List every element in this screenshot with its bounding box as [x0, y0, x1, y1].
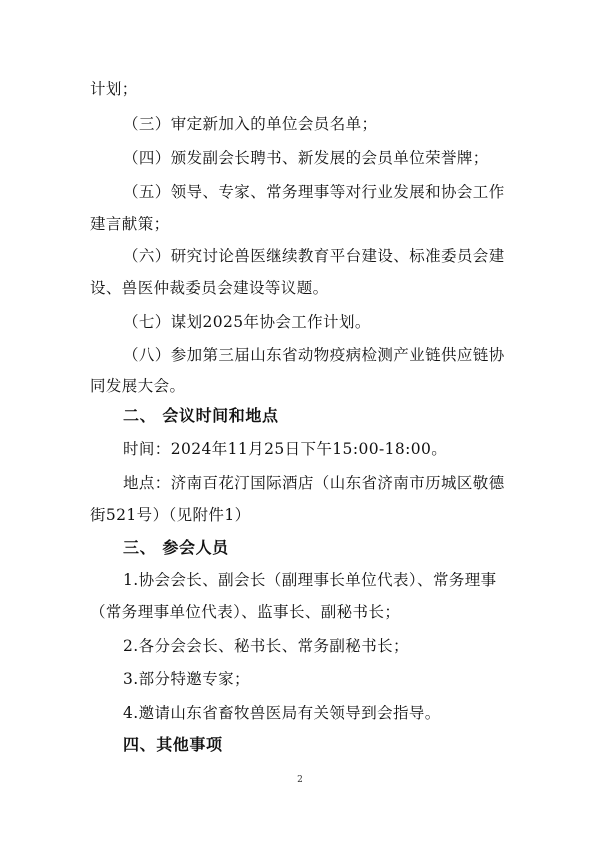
- text-line-plan-continuation: 计划；: [90, 80, 138, 98]
- page-number: 2: [297, 775, 303, 785]
- section-heading-time-location: 二、 会议时间和地点: [123, 406, 279, 425]
- agenda-item-8: （八）参加第三届山东省动物疫病检测产业链供应链协: [123, 346, 505, 364]
- attendee-item-2: 2.各分会会长、秘书长、常务副秘书长；: [123, 637, 409, 655]
- agenda-item-6: （六）研究讨论兽医继续教育平台建设、标准委员会建: [123, 247, 505, 265]
- section-heading-attendees: 三、 参会人员: [123, 538, 229, 557]
- meeting-time: 时间：2024年11月25日下午15:00-18:00。: [123, 440, 448, 458]
- meeting-location-continuation: 街521号）（见附件1）: [90, 506, 251, 524]
- attendee-item-4: 4.邀请山东省畜牧兽医局有关领导到会指导。: [123, 704, 441, 722]
- meeting-location: 地点：济南百花汀国际酒店（山东省济南市历城区敬德: [123, 474, 505, 492]
- agenda-item-6-continuation: 设、兽医仲裁委员会建设等议题。: [90, 279, 329, 297]
- agenda-item-7: （七）谋划2025年协会工作计划。: [123, 313, 371, 331]
- agenda-item-5-continuation: 建言献策；: [90, 215, 170, 233]
- attendee-item-3: 3.部分特邀专家；: [123, 670, 250, 688]
- attendee-item-1-continuation: （常务理事单位代表）、监事长、副秘书长；: [90, 603, 401, 621]
- attendee-item-1: 1.协会会长、副会长（副理事长单位代表）、常务理事: [123, 571, 497, 589]
- agenda-item-8-continuation: 同发展大会。: [90, 377, 186, 395]
- agenda-item-4: （四）颁发副会长聘书、新发展的会员单位荣誉牌；: [123, 149, 489, 167]
- agenda-item-5: （五）领导、专家、常务理事等对行业发展和协会工作: [123, 183, 505, 201]
- section-heading-other-matters: 四、其他事项: [123, 735, 223, 754]
- agenda-item-3: （三）审定新加入的单位会员名单；: [123, 115, 378, 133]
